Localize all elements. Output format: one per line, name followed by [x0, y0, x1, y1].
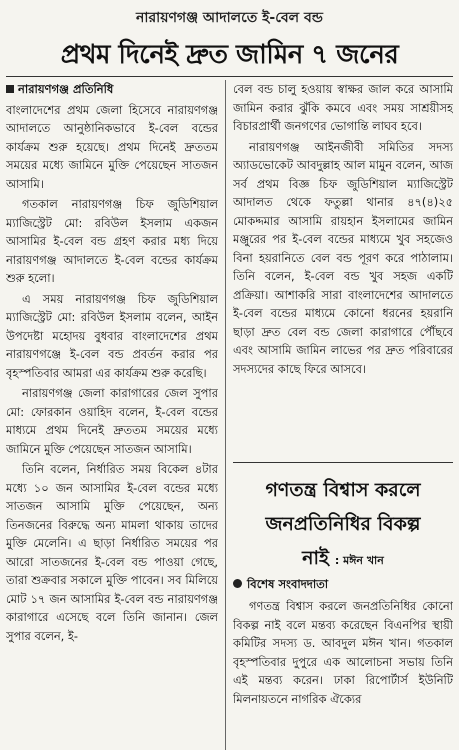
- sub-headline-line-3: [233, 544, 453, 576]
- paragraph: নারায়ণগঞ্জ জেলা কারাগারের জেল সুপার মো: ফোরকান ওয়াহিদ বলেন, ই-বেল বন্ডের মাধ্যমে প্রথম দিনেই দ্রুততম সময়ের মধ্যে জামিনে মুক্তি পেয়েছেন সাতজন আসামি।: [6, 386, 218, 456]
- sub-article-body: [233, 597, 453, 750]
- paragraph: বাংলাদেশের প্রথম জেলা হিসেবে নারায়ণগঞ্জ আদালতে আনুষ্ঠানিকভাবে ই-বেল বন্ডের কার্যক্রম শুরু হয়েছে। প্রথম দিনেই দ্রুততম সময়ের মধ্যে জামিনে মুক্তি পেয়েছেন সাতজন আসামি।: [6, 102, 218, 191]
- paragraph: গণতন্ত্র বিশ্বাস করলে জনপ্রতিনিধির কোনো বিকল্প নাই বলে মন্তব্য করেছেন বিএনপির স্থায়ী কমিটির সদস্য ড. আবদুল মঈন খান। গতকাল বৃহস্পতিবার দুপুরে এক আলোচনা সভায় তিনি এই মন্তব্য করেন। ঢাকা রিপোর্টার্স ইউনিটি মিলনায়তনে নাগরিক ঐক্যের: [233, 599, 453, 706]
- sub-byline-text: বিশেষ সংবাদদাতা: [247, 577, 329, 591]
- column-divider: [225, 80, 226, 750]
- circle-bullet-icon: [233, 579, 242, 588]
- sub-article-rule: [233, 462, 453, 463]
- paragraph: নারায়ণগঞ্জ আইনজীবী সমিতির সদস্য অ্যাডভোকেট আবদুল্লাহ আল মামুন বলেন, আজ সর্ব প্রথম বিজ্ঞ চিফ জুডিশিয়াল ম্যাজিস্ট্রেট আদালত থেকে ফতুল্লা থানার ৪৭(৪)২৫ মোকদ্দমার আসামি রায়হান ইসলামের জামিন মঞ্জুরের পর ই-বেল বন্ডের মাধ্যমে খুব সহজেও বিনা হয়রানিতে বেল বন্ড পূরণ করে পাঠালাম। তিনি বলেন, ই-বেল বন্ড খুব সহজ একটি প্রক্রিয়া। আশাকরি সারা বাংলাদেশের আদালতে ই-বেল বন্ডের মাধ্যমে কোনো ধরনের হয়রানি ছাড়া দ্রুত বেল বন্ড জেলা কারাগারে পৌঁছবে এবং আসামি জামিন লাভের পর দ্রুত পরিবারের সদস্যদের কাছে ফিরে আসবে।: [233, 139, 453, 376]
- kicker: নারায়ণগঞ্জ আদালতে ই-বেল বন্ড: [136, 10, 323, 26]
- byline-text: নারায়ণগঞ্জ প্রতিনিধি: [18, 82, 114, 96]
- paragraph: বেল বন্ড চালু হওয়ায় স্বাক্ষর জাল করে আসামি জামিন করার ঝুঁকি কমবে এবং সময় সাশ্রয়ীসহ বিচারপ্রার্থী জনগণের ভোগান্তি লাঘব হবে।: [233, 82, 453, 133]
- sub-author: : মঈন খান: [334, 554, 384, 567]
- byline: [6, 80, 218, 99]
- paragraph: গতকাল নারায়ণগঞ্জ চিফ জুডিশিয়াল ম্যাজিস্ট্রেট মো: রবিউল ইসলাম একজন আসামির ই-বেল বন্ড গ্রহণ করার মধ্য দিয়ে নারায়ণগঞ্জ আদালতে ই-বেল বন্ডের কার্যক্রম শুরু হলো।: [6, 197, 218, 285]
- sub-headline-word: নাই: [302, 547, 329, 569]
- paragraph: তিনি বলেন, নির্ধারিত সময় বিকেল ৪টার মধ্যে ১০ জন আসামির ই-বেল বন্ডের মধ্যে সাতজন আসামি মুক্তি পেয়েছেন, অন্য তিনজনের বিরুদ্ধে অন্য মামলা থাকায় তাদের মুক্তি মেলেনি। এ ছাড়া নির্ধারিত সময়ের পর আরো সাতজনের ই-বেল বন্ড পাওয়া গেছে, তারা শুক্রবার সকালে মুক্তি পাবেন। সব মিলিয়ে মোট ১৭ জন আসামির ই-বেল বন্ড নারায়ণগঞ্জ কারাগারে এসেছে বলে তিনি জানান। জেল সুপার বলেন, ই-: [6, 462, 218, 643]
- sub-headline-line-1: গণতন্ত্র বিশ্বাস করলে: [265, 479, 421, 501]
- article-column-2: [233, 80, 453, 458]
- sub-headline-line-2: জনপ্রতিনিধির বিকল্প: [265, 513, 421, 535]
- square-bullet-icon: [6, 85, 14, 93]
- sub-byline: [233, 576, 328, 595]
- article-column-1: [6, 80, 218, 748]
- paragraph: এ সময় নারায়ণগঞ্জ চিফ জুডিশিয়াল ম্যাজিস্ট্রেট মো: রবিউল ইসলাম বলেন, আইন উপদেষ্টা মহোদয় বুধবার বাংলাদেশের প্রথম নারায়ণগঞ্জে ই-বেল বন্ড প্রবর্তন করার পর বৃহস্পতিবার আমরা এর কার্যক্রম শুরু করেছি।: [6, 291, 218, 380]
- headline: প্রথম দিনেই দ্রুত জামিন ৭ জনের: [60, 40, 399, 70]
- headline-rule: [6, 76, 453, 77]
